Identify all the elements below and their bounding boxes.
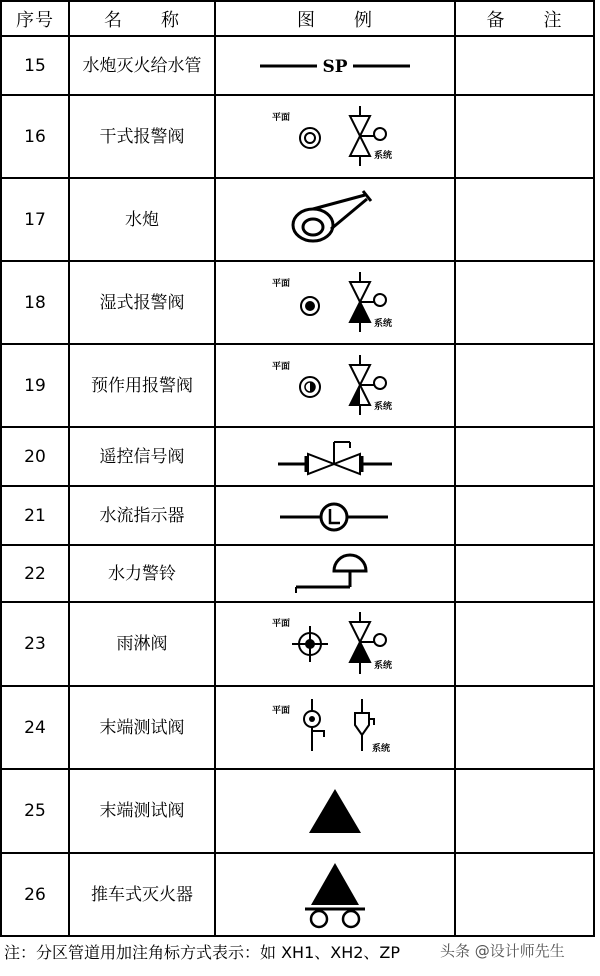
row-figure [215, 261, 455, 344]
table-row [1, 261, 594, 344]
row-figure [215, 853, 455, 936]
table-row [1, 545, 594, 602]
row-number: 23 [1, 602, 69, 686]
table-row [1, 36, 594, 95]
row-figure [215, 178, 455, 261]
row-figure [215, 769, 455, 853]
remote-signal-valve-icon [270, 434, 400, 480]
row-name: 雨淋阀 [69, 602, 215, 686]
row-number: 24 [1, 686, 69, 769]
water-flow-indicator-icon [270, 493, 400, 539]
plan-label: 平面 [272, 619, 291, 629]
header-remark: 备 注 [455, 1, 594, 36]
table-row [1, 427, 594, 486]
row-name: 干式报警阀 [69, 95, 215, 178]
plan-label: 平面 [272, 278, 291, 289]
table-row [1, 95, 594, 178]
header-no: 序号 [1, 1, 69, 36]
row-number: 18 [1, 261, 69, 344]
row-name: 水力警铃 [69, 545, 215, 602]
row-remark [455, 261, 594, 344]
water-alarm-bell-icon [280, 551, 390, 597]
table-row [1, 178, 594, 261]
footnote: 注：分区管道用加注角标方式表示：如 XH1、XH2、ZP [4, 943, 401, 962]
table-row [1, 486, 594, 545]
row-remark [455, 686, 594, 769]
row-remark [455, 545, 594, 602]
row-number: 25 [1, 769, 69, 853]
row-number: 15 [1, 36, 69, 95]
system-label: 系统 [372, 743, 391, 754]
row-remark [455, 769, 594, 853]
row-figure [215, 602, 455, 686]
row-name: 预作用报警阀 [69, 344, 215, 427]
row-number: 26 [1, 853, 69, 936]
row-name: 末端测试阀 [69, 769, 215, 853]
row-remark [455, 427, 594, 486]
table-row [1, 344, 594, 427]
header-name: 名 称 [69, 1, 215, 36]
row-figure [215, 36, 455, 95]
deluge-valve-icon [260, 608, 410, 680]
table-row [1, 602, 594, 686]
cart-extinguisher-icon [295, 859, 375, 931]
row-name: 推车式灭火器 [69, 853, 215, 936]
system-label: 系统 [374, 318, 393, 329]
row-figure [215, 427, 455, 486]
row-name: 水炮 [69, 178, 215, 261]
table-row [1, 769, 594, 853]
row-figure [215, 545, 455, 602]
plan-label: 平面 [272, 112, 291, 123]
table-row [1, 853, 594, 936]
plan-label: 平面 [272, 705, 291, 716]
system-label: 系统 [374, 661, 393, 671]
preaction-alarm-valve-icon [260, 351, 410, 421]
sp-label: SP [322, 56, 348, 77]
system-label: 系统 [374, 150, 393, 161]
row-figure [215, 686, 455, 769]
row-remark [455, 95, 594, 178]
dry-alarm-valve-icon [260, 102, 410, 172]
row-number: 21 [1, 486, 69, 545]
header-figure: 图 例 [215, 1, 455, 36]
row-remark [455, 486, 594, 545]
row-remark [455, 36, 594, 95]
system-label: 系统 [374, 401, 393, 412]
row-number: 17 [1, 178, 69, 261]
row-figure [215, 95, 455, 178]
plan-label: 平面 [272, 361, 291, 372]
sp-pipe-icon [255, 51, 415, 81]
row-name: 水流指示器 [69, 486, 215, 545]
row-number: 19 [1, 344, 69, 427]
triangle-icon [295, 781, 375, 841]
water-cannon-icon [275, 185, 395, 255]
row-number: 20 [1, 427, 69, 486]
row-number: 22 [1, 545, 69, 602]
row-number: 16 [1, 95, 69, 178]
watermark: 头条 @设计师先生 [440, 942, 565, 960]
row-name: 水炮灭火给水管 [69, 36, 215, 95]
row-name: 遥控信号阀 [69, 427, 215, 486]
row-figure [215, 344, 455, 427]
end-test-valve-icon [260, 693, 410, 763]
row-remark [455, 178, 594, 261]
row-name: 湿式报警阀 [69, 261, 215, 344]
wet-alarm-valve-icon [260, 268, 410, 338]
row-remark [455, 602, 594, 686]
table-row [1, 686, 594, 769]
row-remark [455, 853, 594, 936]
row-name: 末端测试阀 [69, 686, 215, 769]
row-figure [215, 486, 455, 545]
row-remark [455, 344, 594, 427]
table-header-row [1, 1, 594, 36]
